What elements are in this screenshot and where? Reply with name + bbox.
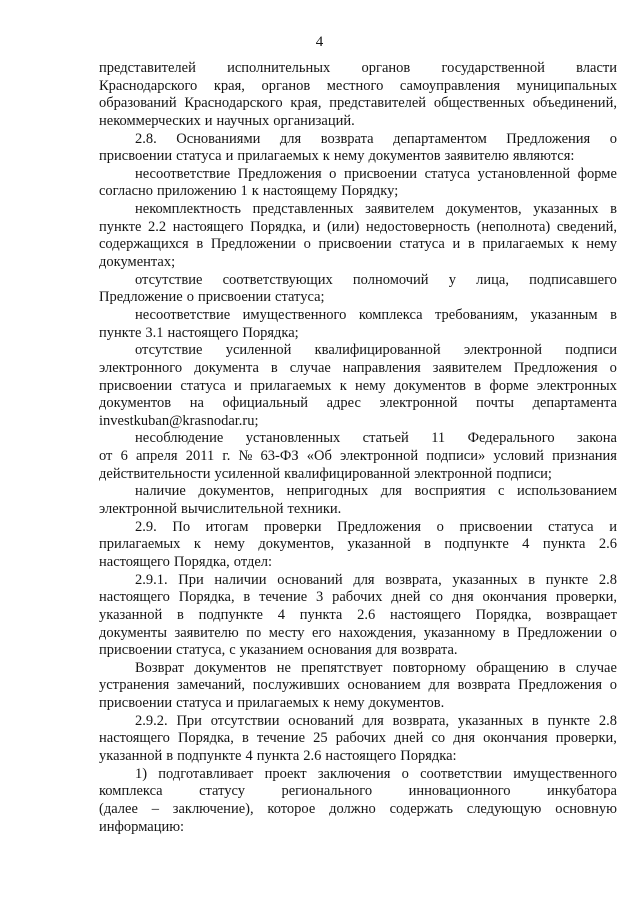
text-line: электронной вычислительной техники.	[99, 501, 342, 518]
text-line: несоответствие Предложения о присвоении статуса установленной форме	[135, 165, 617, 182]
text-line: присвоении статуса, с указанием основания для возврата.	[99, 642, 458, 659]
text-line: отсутствие соответствующих полномочий у лица, подписавшего	[135, 271, 617, 288]
text-line: информацию:	[99, 818, 185, 835]
text-line: указанной в подпункте 4 пункта 2.6 настоящего Порядка:	[99, 747, 457, 764]
document-body	[99, 60, 617, 836]
text-line: некоммерческих и научных организаций.	[99, 112, 355, 129]
text-line: некомплектность представленных заявителем документов, указанных в	[135, 201, 617, 218]
text-line: образований Краснодарского края, представителей общественных объединений,	[99, 95, 617, 112]
text-line: пункте 2.2 настоящего Порядка, и (или) недостоверность (неполнота) сведений,	[99, 218, 617, 235]
text-line: документы заявителю по месту его нахождения, указанному в Предложении о	[99, 624, 617, 641]
text-line: 2.9.1. При наличии оснований для возврата, указанных в пункте 2.8	[135, 571, 617, 588]
text-line: присвоении статуса и прилагаемых к нему документов.	[99, 695, 445, 712]
text-line: Возврат документов не препятствует повторному обращению в случае	[135, 659, 617, 676]
text-line: устранения замечаний, послуживших основанием для возврата Предложения о	[99, 677, 617, 694]
text-line: 2.9.2. При отсутствии оснований для возврата, указанных в пункте 2.8	[135, 712, 617, 729]
text-line: 1) подготавливает проект заключения о соответствии имущественного	[135, 765, 617, 782]
text-line: согласно приложению 1 к настоящему Порядку;	[99, 183, 399, 200]
text-line: 2.8. Основаниями для возврата департаментом Предложения о	[135, 130, 617, 147]
text-line: документов на официальный адрес электронной почты департамента	[99, 395, 617, 412]
text-line: 2.9. По итогам проверки Предложения о присвоении статуса и	[135, 518, 617, 535]
text-line: несоответствие имущественного комплекса требованиям, указанным в	[135, 306, 617, 323]
text-line: настоящего Порядка, в течение 3 рабочих дней со дня окончания проверки,	[99, 589, 617, 606]
text-line: Предложение о присвоении статуса;	[99, 289, 325, 306]
text-line: присвоении статуса и прилагаемых к нему документов заявителю являются:	[99, 148, 575, 165]
text-line: отсутствие усиленной квалифицированной электронной подписи	[135, 342, 617, 359]
text-line: от 6 апреля 2011 г. № 63-ФЗ «Об электронной подписи» условий признания	[99, 448, 617, 465]
text-line: электронного документа в случае направления заявителем Предложения о	[99, 359, 617, 376]
text-line: investkuban@krasnodar.ru;	[99, 412, 259, 429]
text-line: присвоении статуса и прилагаемых к нему документов в форме электронных	[99, 377, 617, 394]
page-number: 4	[315, 34, 324, 50]
text-line: представителей исполнительных органов государственной власти	[99, 60, 617, 76]
text-line: указанной в подпункте 4 пункта 2.6 настоящего Порядка, возвращает	[99, 606, 617, 623]
text-line: документах;	[99, 254, 176, 271]
text-line: комплекса статусу регионального инновационного инкубатора	[99, 783, 617, 800]
text-line: пункте 3.1 настоящего Порядка;	[99, 324, 299, 341]
text-line: наличие документов, непригодных для восприятия с использованием	[135, 483, 617, 500]
text-line: (далее – заключение), которое должно содержать следующую основную	[99, 800, 617, 817]
text-line: Краснодарского края, органов местного самоуправления муниципальных	[99, 77, 617, 94]
text-line: несоблюдение установленных статьей 11 Федерального закона	[135, 430, 617, 447]
text-line: действительности усиленной квалифицированной электронной подписи;	[99, 465, 552, 482]
text-line: прилагаемых к нему документов, указанной в подпункте 4 пункта 2.6	[99, 536, 617, 553]
text-line: содержащихся в Предложении о присвоении статуса и в прилагаемых к нему	[99, 236, 617, 253]
text-line: настоящего Порядка, в течение 25 рабочих дней со дня окончания проверки,	[99, 730, 617, 747]
text-line: настоящего Порядка, отдел:	[99, 553, 273, 570]
